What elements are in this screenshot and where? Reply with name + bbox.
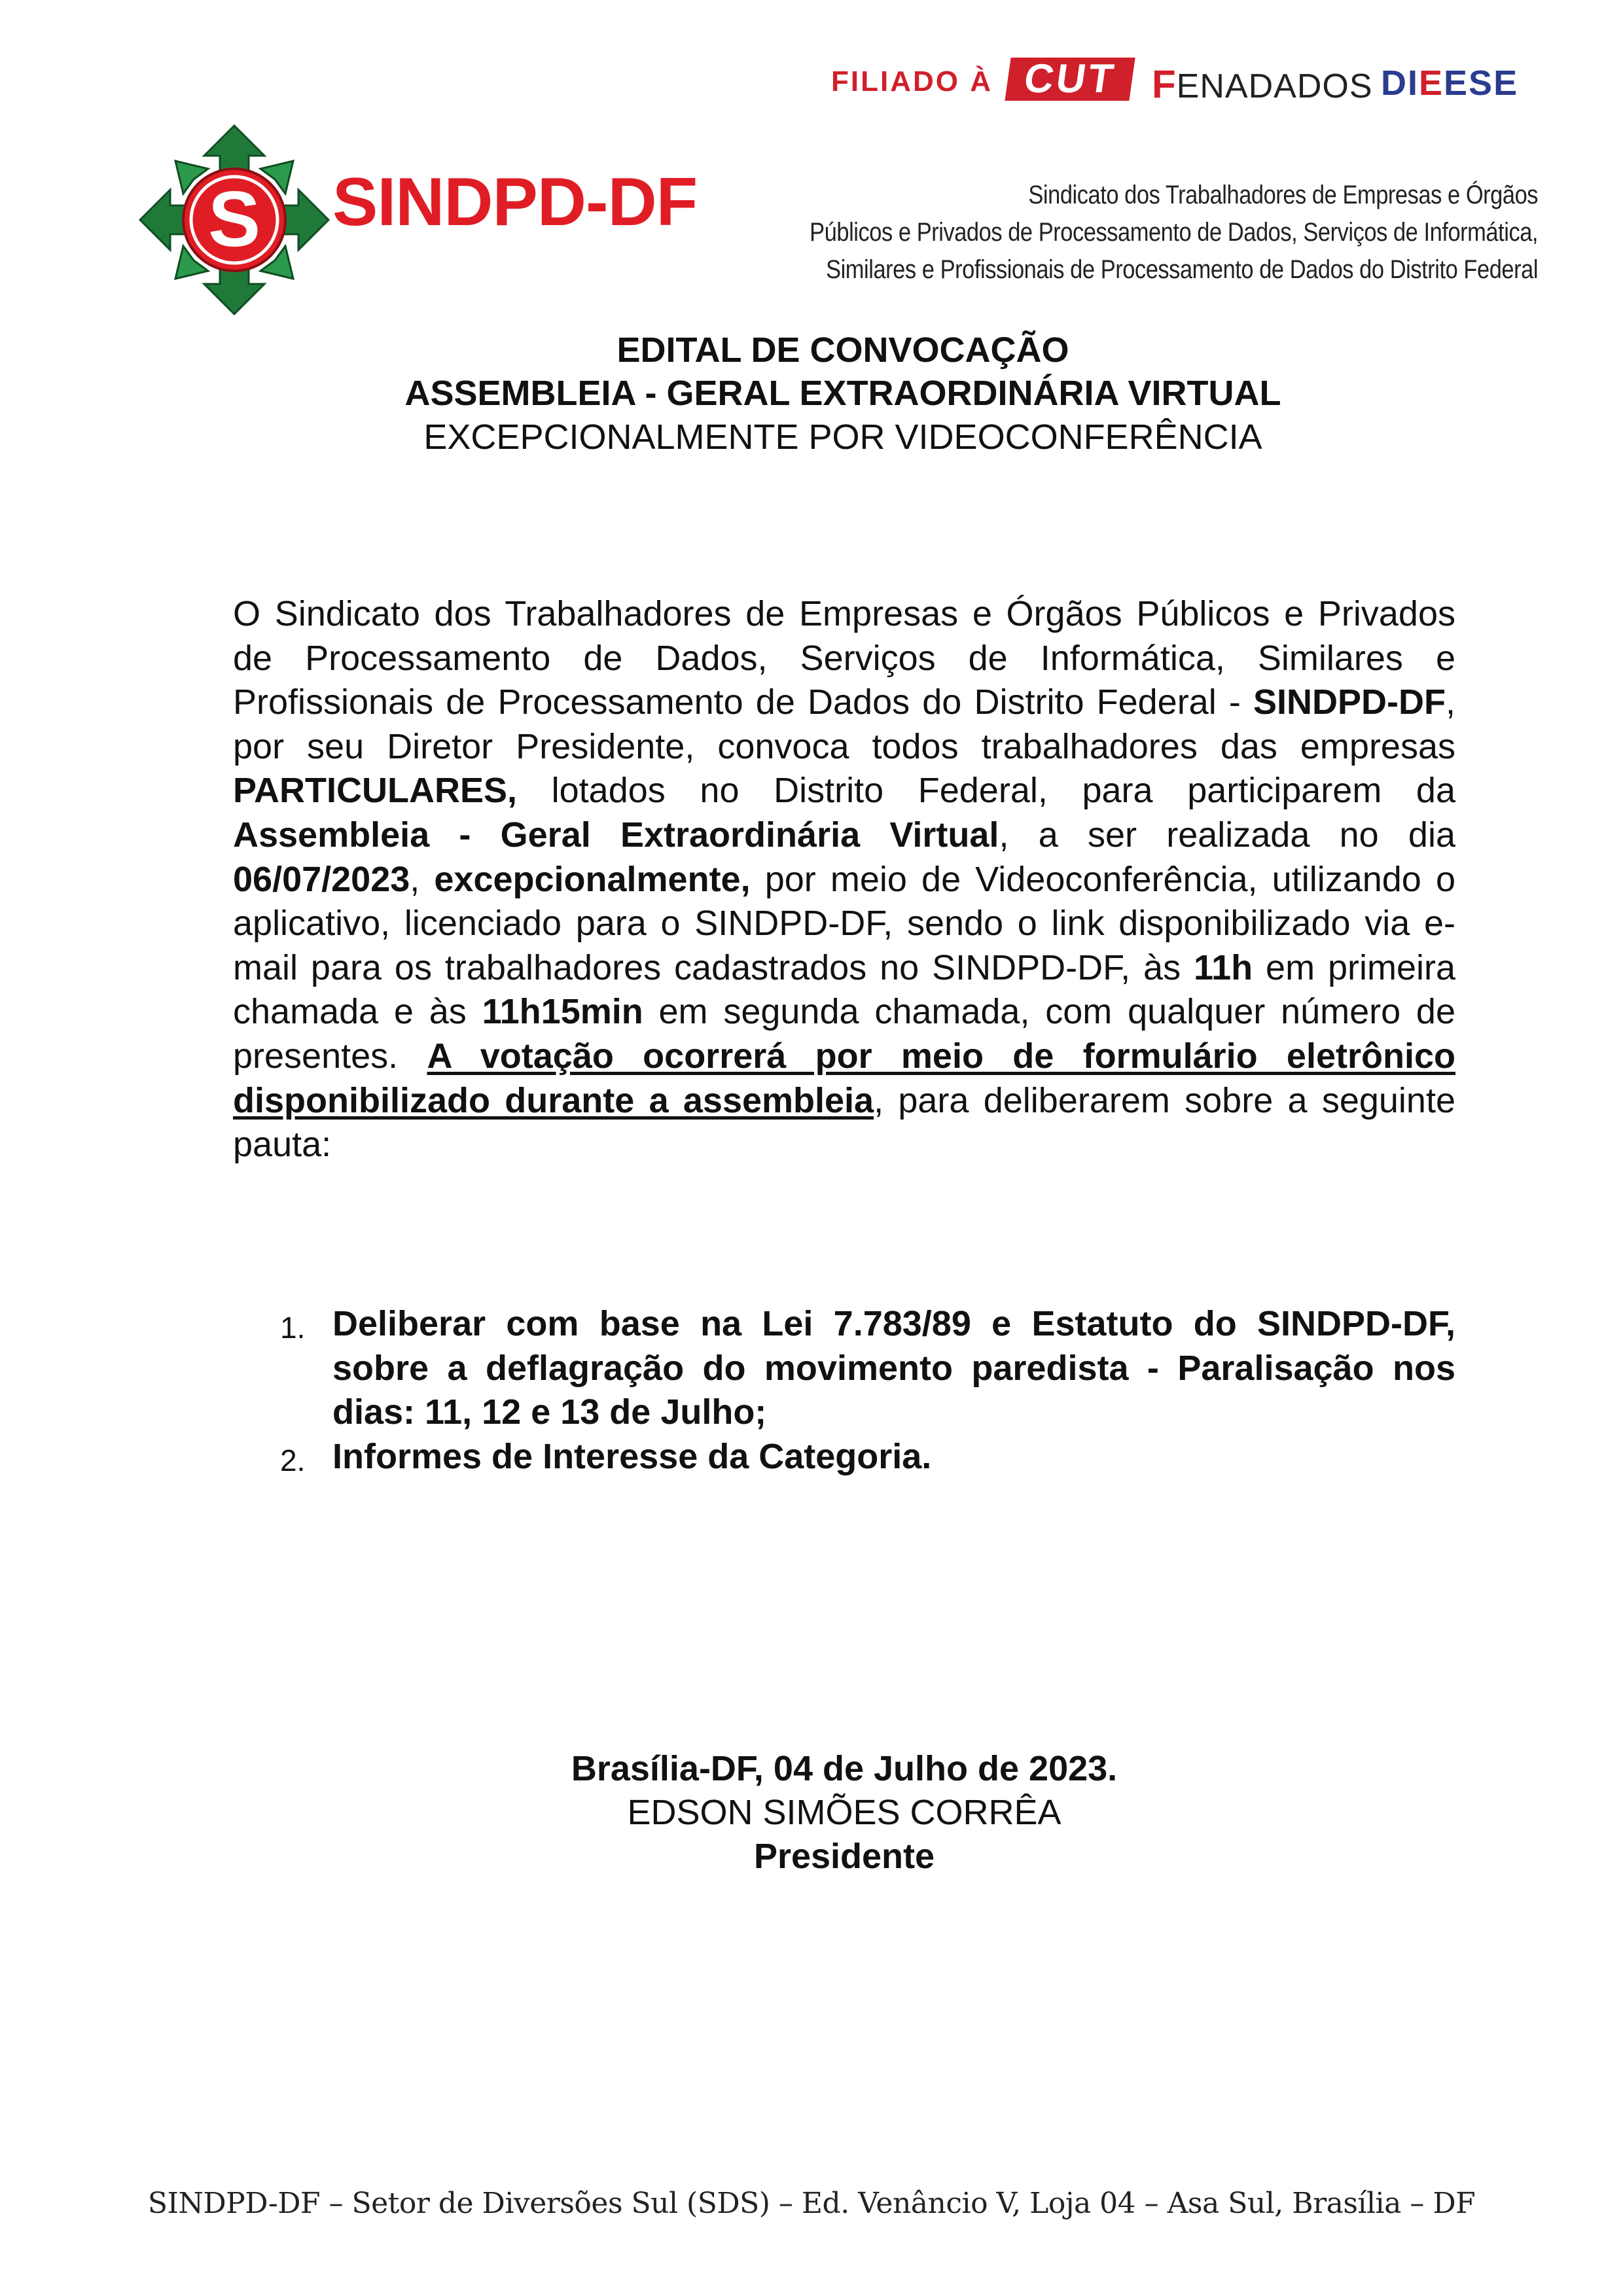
dieese-logo: DIEESE [1381,63,1519,103]
page-subtitle-2: EXCEPCIONALMENTE POR VIDEOCONFERÊNCIA [423,417,1262,457]
list-item [233,1302,1455,1435]
agenda-list [233,1302,1455,1479]
svg-text:S: S [207,175,261,263]
union-full-name [810,177,1538,289]
page-subtitle: ASSEMBLEIA - GERAL EXTRAORDINÁRIA VIRTUAL [404,374,1281,413]
place-date: Brasília-DF, 04 de Julho de 2023. [571,1749,1118,1788]
page-title: EDITAL DE CONVOCAÇÃO [616,330,1069,370]
union-name-line: Públicos e Privados de Processamento de Dados, Serviços de Informática, [810,218,1538,247]
union-name-line: Similares e Profissionais de Processamento de Dados do Distrito Federal [826,255,1538,284]
cut-logo: CUT [1005,58,1135,101]
list-number: 1. [280,1311,306,1345]
affiliation-label: FILIADO À [831,65,993,97]
list-item [233,1435,1455,1479]
list-number: 2. [280,1443,306,1477]
union-name-line: Sindicato dos Trabalhadores de Empresas e Órgãos [1028,181,1538,209]
affiliations [831,55,1558,107]
sindpd-logo-icon [136,122,332,318]
signer-name: EDSON SIMÕES CORRÊA [627,1793,1061,1832]
fenadados-logo: FENADADOS [1152,62,1373,106]
signer-role: Presidente [753,1837,935,1876]
logo-name: SINDPD-DF [332,164,698,240]
convocation-paragraph: O Sindicato dos Trabalhadores de Empresas e Órgãos Públicos e Privados de Processamento de Dados, Serviços de Informática, Similares e Profissionais de Processamento de Dados do Distrito Federal - SINDPD-DF, por seu Diretor Presidente, convoca todos trabalhadores das empresas PARTICULARES, lotados no Distrito Federal, para participarem da Assembleia - Geral Extraordinária Virtual, a ser realizada no dia 06/07/2023, excepcionalmente, por meio de Videoconferência, utilizando o aplicativo, licenciado para o SINDPD-DF, sendo o link disponibilizado via e-mail para os trabalhadores cadastrados no SINDPD-DF, às 11h em primeira chamada e às 11h15min em segunda chamada, com qualquer número de presentes. A votação ocorrerá por meio de formulário eletrônico disponibilizado durante a assembleia, para deliberarem sobre a seguinte pauta: [233,594,1456,1165]
list-item-text: Deliberar com base na Lei 7.783/89 e Estatuto do SINDPD-DF, sobre a deflagração do movimento paredista - Paralisação nos dias: 11, 12 e 13 de Julho; [332,1304,1455,1432]
list-item-text: Informes de Interesse da Categoria. [332,1436,932,1476]
footer-address: SINDPD-DF – Setor de Diversões Sul (SDS) – Ed. Venâncio V, Loja 04 – Asa Sul, Brasília – DF [147,2187,1476,2220]
